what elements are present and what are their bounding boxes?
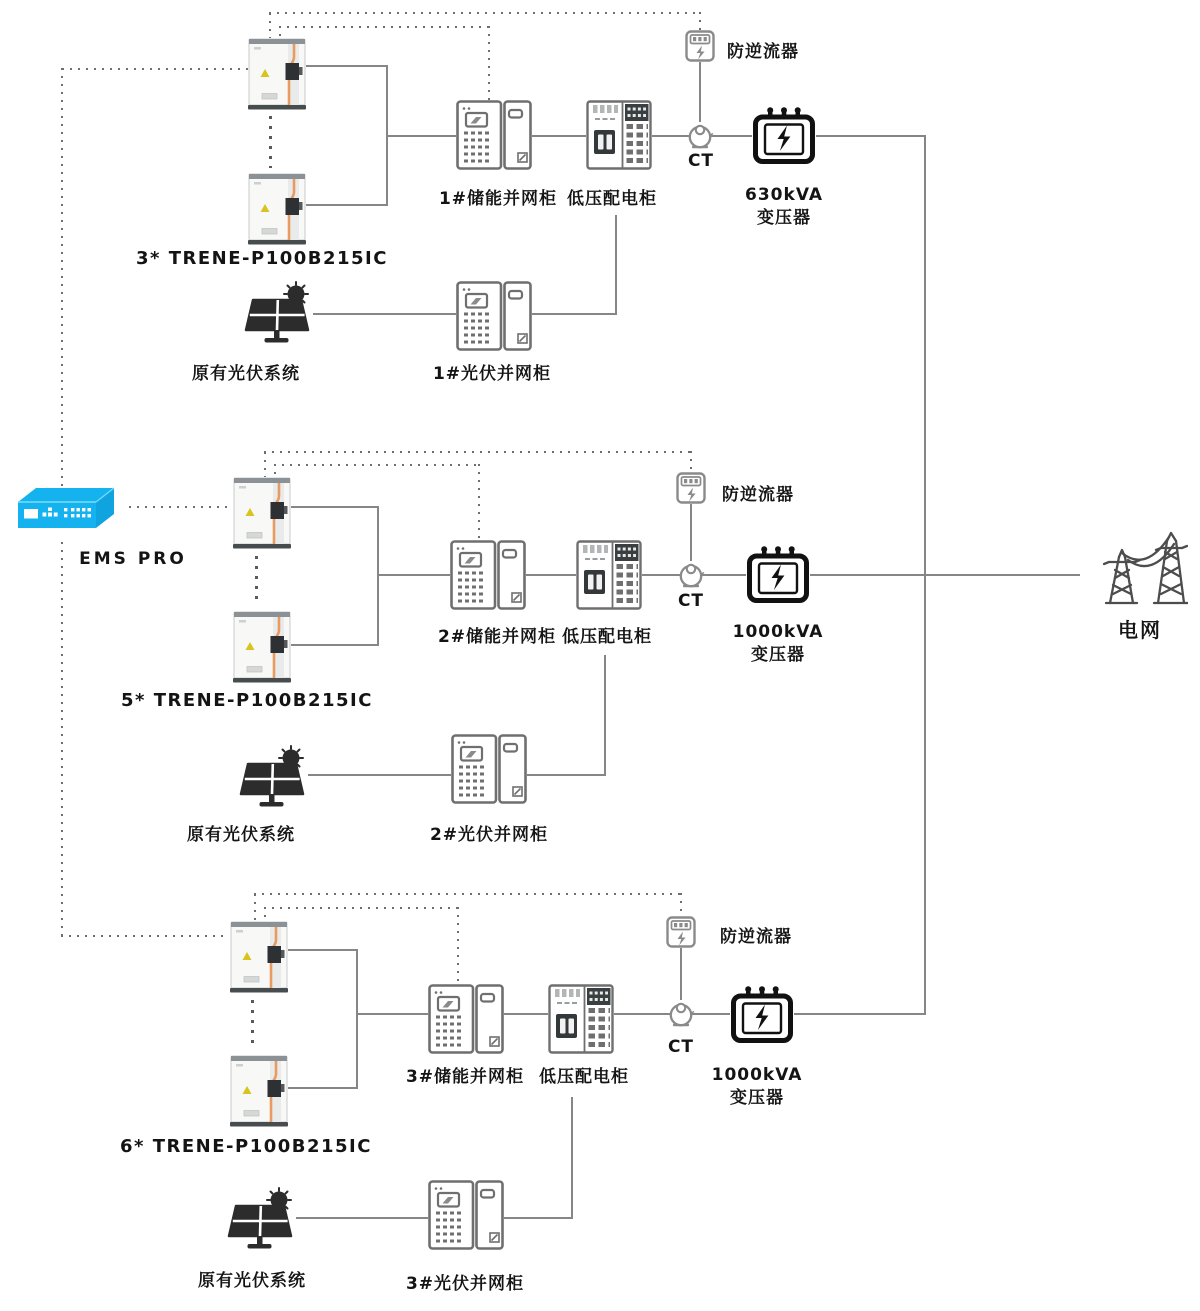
transformer-type: 变压器	[756, 208, 811, 228]
power-line	[526, 574, 576, 576]
power-line	[816, 135, 926, 137]
power-line	[291, 506, 379, 508]
storage-grid-cabinet-icon	[456, 100, 532, 170]
solar-pv-icon	[226, 1187, 296, 1253]
comm-line	[478, 464, 480, 540]
anti-backflow-label: 防逆流器	[722, 485, 794, 505]
power-line	[690, 504, 692, 561]
power-line	[356, 949, 358, 1089]
power-line	[504, 1217, 572, 1219]
comm-line	[279, 26, 489, 28]
pv-system-label: 原有光伏系统	[187, 825, 295, 845]
pv-cabinet-label: 3#光伏并网柜	[405, 1274, 525, 1294]
power-line	[532, 313, 616, 315]
storage-cabinet-label: 1#储能并网柜	[438, 189, 558, 209]
power-line	[571, 1097, 573, 1219]
power-line	[358, 1013, 428, 1015]
comm-line	[680, 893, 682, 916]
ct-label: CT	[667, 1037, 695, 1057]
power-line	[532, 135, 586, 137]
comm-line	[264, 451, 692, 453]
power-line	[306, 204, 388, 206]
lv-distribution-cabinet-icon	[548, 984, 614, 1054]
anti-backflow-meter-icon	[666, 916, 696, 948]
anti-backflow-label: 防逆流器	[720, 927, 792, 947]
comm-line	[457, 907, 459, 984]
ct-icon	[667, 1000, 695, 1028]
lv-distribution-cabinet-icon	[576, 540, 642, 610]
ct-label: CT	[687, 151, 715, 171]
ems-label: EMS PRO	[79, 549, 187, 569]
pv-grid-cabinet-icon	[428, 1180, 504, 1250]
power-line	[308, 774, 451, 776]
transformer-type: 变压器	[730, 1088, 784, 1108]
power-line	[604, 655, 606, 775]
comm-line	[264, 907, 458, 909]
transformer-capacity: 1000kVA	[732, 622, 824, 642]
lv-cabinet-label: 低压配电柜	[539, 1067, 629, 1087]
comm-line	[488, 26, 490, 100]
transformer-type: 变压器	[751, 645, 805, 665]
pv-system-label: 原有光伏系统	[192, 364, 300, 384]
comm-line	[62, 68, 248, 70]
power-line	[699, 62, 701, 122]
power-line	[377, 506, 379, 646]
battery-cabinet-icon	[248, 38, 306, 110]
power-line	[291, 644, 379, 646]
comm-line	[129, 506, 233, 508]
power-line	[379, 574, 450, 576]
solar-pv-icon	[238, 745, 308, 811]
lv-cabinet-label: 低压配电柜	[562, 627, 652, 647]
storage-grid-cabinet-icon	[450, 540, 526, 610]
transformer-icon	[746, 546, 810, 604]
battery-model-label: 3* TRENE-P100B215IC	[136, 248, 388, 269]
anti-backflow-meter-icon	[676, 472, 706, 504]
comm-line	[61, 542, 63, 936]
comm-line	[254, 893, 682, 895]
comm-line	[254, 894, 256, 921]
ct-label: CT	[677, 591, 705, 611]
comm-line	[269, 12, 701, 14]
battery-ellipsis	[255, 556, 258, 606]
comm-line	[61, 935, 229, 937]
transformer-label	[745, 184, 823, 230]
power-line	[306, 65, 388, 67]
transformer-capacity: 1000kVA	[711, 1065, 803, 1085]
power-line	[313, 313, 456, 315]
grid-label: 电网	[1118, 618, 1162, 642]
power-line	[288, 1087, 358, 1089]
transformer-icon	[752, 107, 816, 165]
comm-line	[690, 451, 692, 472]
transformer-icon	[730, 986, 794, 1044]
power-line	[296, 1217, 428, 1219]
pv-cabinet-label: 2#光伏并网柜	[429, 825, 549, 845]
power-line	[504, 1013, 548, 1015]
transformer-capacity: 630kVA	[745, 185, 823, 205]
battery-model-label: 6* TRENE-P100B215IC	[120, 1136, 372, 1157]
ct-icon	[677, 561, 705, 589]
pv-grid-cabinet-icon	[451, 734, 527, 804]
lv-cabinet-label: 低压配电柜	[567, 189, 657, 209]
comm-line	[269, 13, 271, 38]
pv-cabinet-label: 1#光伏并网柜	[432, 364, 552, 384]
storage-grid-cabinet-icon	[428, 984, 504, 1054]
power-grid-icon	[1098, 526, 1188, 606]
power-line	[527, 774, 606, 776]
power-line	[288, 949, 358, 951]
comm-line	[699, 12, 701, 30]
power-line	[794, 1013, 926, 1015]
anti-backflow-meter-icon	[685, 30, 715, 62]
power-line	[680, 948, 682, 1000]
power-line	[388, 135, 456, 137]
solar-pv-icon	[243, 281, 313, 347]
anti-backflow-label: 防逆流器	[727, 42, 799, 62]
pv-grid-cabinet-icon	[456, 281, 532, 351]
comm-line	[61, 68, 63, 488]
transformer-label	[733, 621, 824, 667]
comm-line	[274, 464, 479, 466]
battery-cabinet-icon	[233, 611, 291, 683]
comm-line	[264, 452, 266, 477]
ct-icon	[686, 122, 714, 150]
battery-cabinet-icon	[233, 477, 291, 549]
battery-cabinet-icon	[230, 921, 288, 993]
battery-cabinet-icon	[230, 1055, 288, 1127]
power-line	[615, 215, 617, 315]
power-line	[810, 574, 1080, 576]
storage-cabinet-label: 2#储能并网柜	[437, 627, 557, 647]
pv-system-label: 原有光伏系统	[198, 1271, 306, 1291]
battery-ellipsis	[251, 1000, 254, 1050]
storage-cabinet-label: 3#储能并网柜	[405, 1067, 525, 1087]
lv-distribution-cabinet-icon	[586, 100, 652, 170]
battery-cabinet-icon	[248, 173, 306, 245]
battery-ellipsis	[269, 116, 272, 168]
transformer-label	[712, 1064, 803, 1110]
ems-device-icon	[12, 484, 117, 540]
comm-line	[264, 907, 266, 921]
battery-model-label: 5* TRENE-P100B215IC	[121, 690, 373, 711]
